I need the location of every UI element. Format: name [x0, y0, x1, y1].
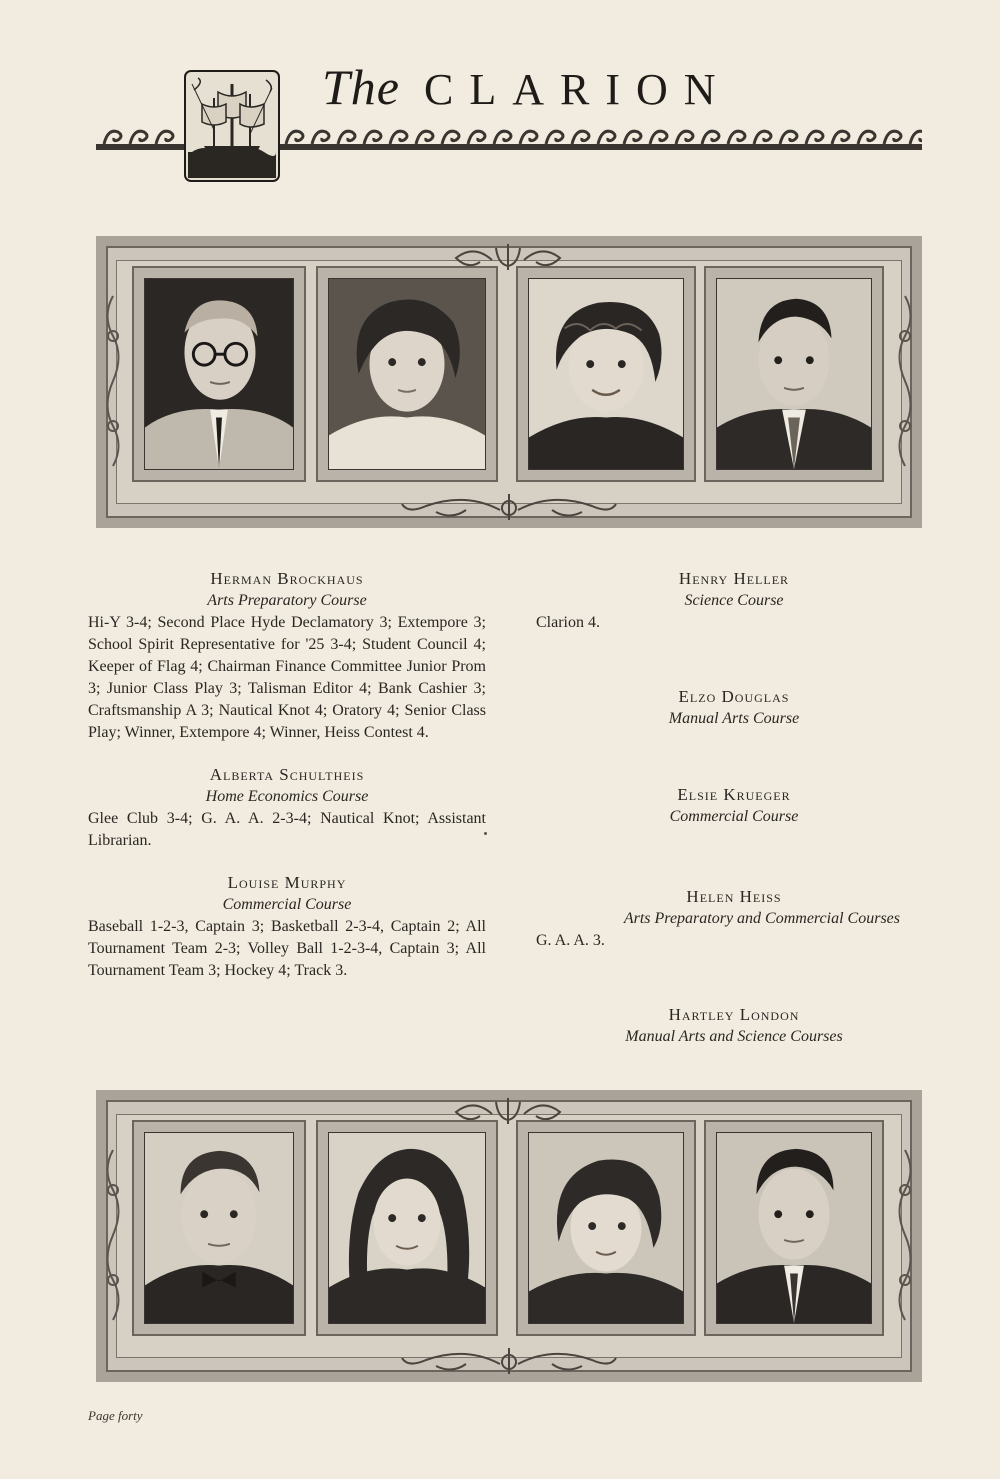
wave-curl	[754, 131, 771, 144]
wave-curl	[286, 131, 303, 144]
portrait-frame	[316, 1120, 498, 1336]
portrait-photo	[144, 1132, 294, 1324]
wave-curl	[884, 131, 901, 144]
wave-curl	[624, 131, 641, 144]
student-course: Manual Arts Course	[668, 710, 800, 727]
wave-curl	[338, 131, 355, 144]
ink-speck	[484, 832, 487, 835]
wave-curl	[728, 131, 745, 144]
portrait-frame	[316, 266, 498, 482]
wave-curl	[650, 131, 667, 144]
wave-curl	[390, 131, 407, 144]
student-name: Louise Murphy	[227, 873, 347, 892]
wave-curl	[780, 131, 797, 144]
portrait-frame	[132, 1120, 306, 1336]
wave-curl	[104, 131, 121, 144]
portrait-photo	[528, 278, 684, 470]
student-activities: Hi-Y 3-4; Second Place Hyde Declamatory 3; Extempore 3; School Spirit Representative for '25 3-4; Student Council 4; Keeper of Flag 4; Chairman Finance Committee Junior Prom 3; Junior Class Play 3; Talisman Editor 4; Bank Cashier 3; Craftsmanship A 3; Nautical Knot 4; Oratory 4; Senior Class Play; Winner, Extempore 4; Winner, Heiss Contest 4.	[88, 614, 486, 741]
portrait-photo	[716, 278, 872, 470]
wave-curl	[364, 131, 381, 144]
portrait-frame	[704, 1120, 884, 1336]
wave-curl	[312, 131, 329, 144]
student-activities: Clarion 4.	[536, 614, 600, 631]
student-activities: G. A. A. 3.	[536, 932, 605, 949]
student-course: Manual Arts and Science Courses	[625, 1028, 843, 1045]
wave-curl	[442, 131, 459, 144]
scroll-ornament-icon	[100, 286, 126, 476]
student-activities: Glee Club 3-4; G. A. A. 2-3-4; Nautical Knot; Assistant Librarian.	[88, 810, 486, 849]
wave-curl	[910, 131, 922, 144]
wave-curl	[468, 131, 485, 144]
wave-curl	[572, 131, 589, 144]
student-name: Helen Heiss	[686, 887, 782, 906]
student-activities: Baseball 1-2-3, Captain 3; Basketball 2-3-4, Captain 2; All Tournament Team 2-3; Volley Ball 1-2-3-4, Captain 3; All Tournament Team 3; Hockey 4; Track 3.	[88, 918, 486, 979]
wave-curl	[494, 131, 511, 144]
wave-curl	[416, 131, 433, 144]
student-course: Home Economics Course	[205, 788, 369, 805]
student-entry	[536, 686, 932, 730]
student-course: Science Course	[684, 592, 784, 609]
scroll-ornament-icon	[100, 1140, 126, 1330]
wave-curl	[676, 131, 693, 144]
portrait-photo	[528, 1132, 684, 1324]
page-title	[322, 58, 732, 116]
scroll-ornament-icon	[892, 286, 918, 476]
wave-curl	[546, 131, 563, 144]
student-name: Henry Heller	[678, 569, 790, 588]
wave-curl	[598, 131, 615, 144]
student-course: Commercial Course	[222, 896, 352, 913]
ship-icon	[184, 70, 280, 182]
portrait-photo	[716, 1132, 872, 1324]
student-entry	[536, 1004, 932, 1048]
wave-curl	[520, 131, 537, 144]
wave-curl	[858, 131, 875, 144]
portrait-photo	[328, 1132, 486, 1324]
portrait-frame	[704, 266, 884, 482]
portrait-frame	[516, 1120, 696, 1336]
student-name: Alberta Schultheis	[209, 765, 365, 784]
title-clarion: CLARION	[424, 65, 732, 114]
portrait-frame	[132, 266, 306, 482]
scroll-ornament-icon	[892, 1140, 918, 1330]
portrait-photo	[328, 278, 486, 470]
bottom-photo-panel	[96, 1090, 922, 1382]
left-column	[88, 568, 486, 1002]
student-entry	[88, 872, 486, 982]
student-name: Hartley London	[668, 1005, 800, 1024]
student-name: Herman Brockhaus	[210, 569, 364, 588]
title-the: The	[322, 59, 400, 115]
student-entry	[536, 886, 932, 952]
student-course: Arts Preparatory Course	[207, 592, 367, 609]
student-name: Elzo Douglas	[678, 687, 790, 706]
student-entry	[88, 764, 486, 852]
page-number: Page forty	[88, 1408, 143, 1423]
wave-curl	[156, 131, 173, 144]
top-photo-panel	[96, 236, 922, 528]
student-entry	[536, 784, 932, 828]
scroll-crest-ornament-icon	[396, 490, 622, 524]
student-entry	[536, 568, 932, 634]
portrait-frame	[516, 266, 696, 482]
wave-curl	[702, 131, 719, 144]
wave-curl	[130, 131, 147, 144]
student-course: Commercial Course	[669, 808, 799, 825]
wave-curl	[806, 131, 823, 144]
student-entry	[88, 568, 486, 744]
wave-curl	[832, 131, 849, 144]
student-course: Arts Preparatory and Commercial Courses	[623, 910, 900, 927]
scroll-crest-ornament-icon	[396, 1344, 622, 1378]
student-name: Elsie Krueger	[677, 785, 791, 804]
portrait-photo	[144, 278, 294, 470]
